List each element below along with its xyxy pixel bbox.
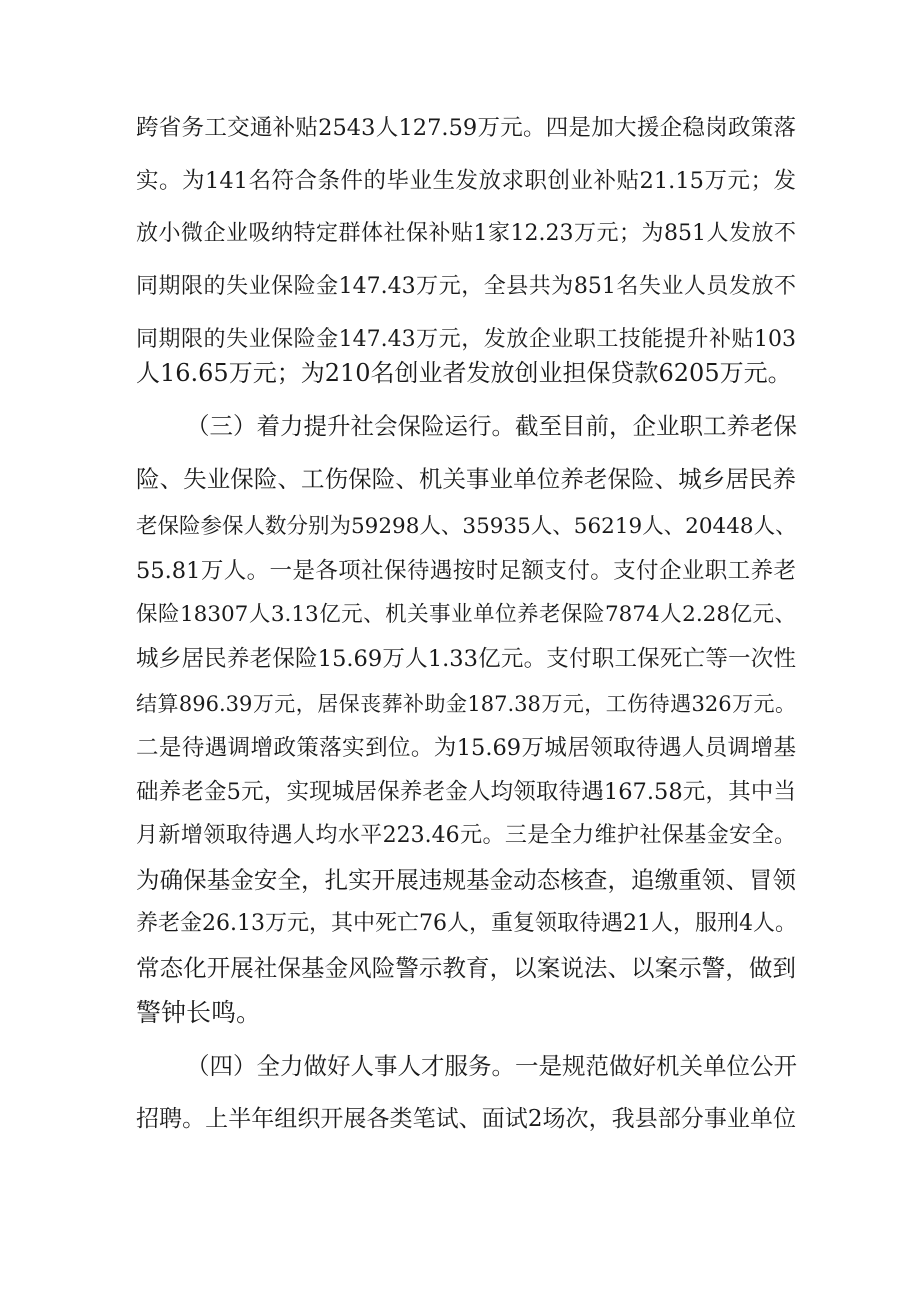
paragraph-line: 月新增领取待遇人均水平223.46元。三是全力维护社保基金安全。 xyxy=(136,823,796,848)
paragraph-line: 跨省务工交通补贴2543人127.59万元。四是加大援企稳岗政策落 xyxy=(136,115,796,141)
paragraph-line: 55.81万人。一是各项社保待遇按时足额支付。支付企业职工养老 xyxy=(136,558,796,584)
paragraph-line: 放小微企业吸纳特定群体社保补贴1家12.23万元；为851人发放不 xyxy=(136,221,796,246)
paragraph-line: 结算896.39万元，居保丧葬补助金187.38万元，工伤待遇326万元。 xyxy=(136,692,796,716)
paragraph-line: 养老金26.13万元，其中死亡76人，重复领取待遇21人，服刑4人。 xyxy=(136,911,797,936)
paragraph-line: 同期限的失业保险金147.43万元，发放企业职工技能提升补贴103 xyxy=(136,327,796,352)
paragraph-line: 常态化开展社保基金风险警示教育，以案说法、以案示警，做到 xyxy=(136,954,796,982)
paragraph-line: 保险18307人3.13亿元、机关事业单位养老保险7874人2.28亿元、 xyxy=(136,602,796,627)
paragraph-line: 险、失业保险、工伤保险、机关事业单位养老保险、城乡居民养 xyxy=(136,465,796,493)
paragraph-line: 实。为141名符合条件的毕业生发放求职创业补贴21.15万元；发 xyxy=(136,168,796,194)
paragraph-line: 老保险参保人数分别为59298人、35935人、56219人、20448人、 xyxy=(136,514,797,539)
section-heading-line: （三）着力提升社会保险运行。截至目前，企业职工养老保 xyxy=(186,412,797,440)
paragraph-line: 二是待遇调增政策落实到位。为15.69万城居领取待遇人员调增基 xyxy=(136,735,796,761)
paragraph-line: 警钟长鸣。 xyxy=(136,998,262,1027)
paragraph-line: 为确保基金安全，扎实开展违规基金动态核查，追缴重领、冒领 xyxy=(136,866,796,894)
paragraph-line: 础养老金5元，实现城居保养老金人均领取待遇167.58元，其中当 xyxy=(136,779,796,805)
paragraph-line: 城乡居民养老保险15.69万人1.33亿元。支付职工保死亡等一次性 xyxy=(136,646,796,672)
section-heading-line: （四）全力做好人事人才服务。一是规范做好机关单位公开 xyxy=(186,1052,797,1080)
paragraph-line: 人16.65万元；为210名创业者发放创业担保贷款6205万元。 xyxy=(136,359,792,387)
paragraph-line: 招聘。上半年组织开展各类笔试、面试2场次，我县部分事业单位 xyxy=(136,1106,796,1132)
paragraph-line: 同期限的失业保险金147.43万元，全县共为851名失业人员发放不 xyxy=(136,274,796,299)
